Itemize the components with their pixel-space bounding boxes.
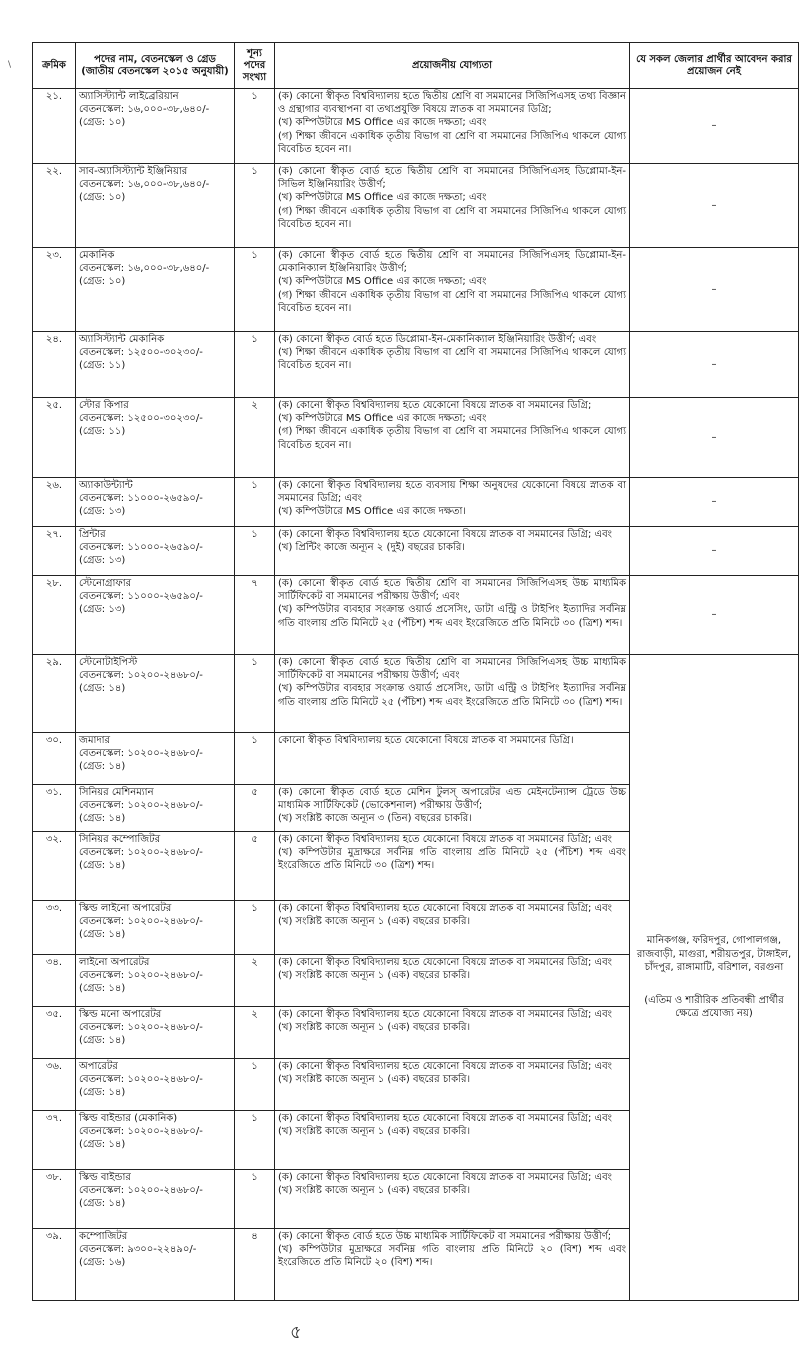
cell-qualification [275,733,630,785]
cell-vacancy: ১ [235,478,275,527]
post-scale: বেতনস্কেল: ১১০০০-২৬৫৯০/- [79,493,203,505]
cell-vacancy: ৪ [235,1229,275,1301]
post-scale: বেতনস্কেল: ৯৩০০-২২৪৯০/- [79,1244,197,1256]
cell-vacancy: ৫ [235,832,275,901]
margin-mark: \ [8,60,12,70]
qualification-item: (ক) কোনো স্বীকৃত বিশ্ববিদ্যালয় হতে যেকোনো বিষয়ে স্নাতক বা সমমানের ডিগ্রি; এবং [278,957,612,968]
qualification-item: (গ) শিক্ষা জীবনে একাধিক তৃতীয় বিভাগ বা শ্রেণি বা সমমানের সিজিপিএ থাকলে যোগ্য বিবেচিত হবেন না। [278,205,626,230]
qualification-item: (ক) কোনো স্বীকৃত বিশ্ববিদ্যালয় হতে যেকোনো বিষয়ে স্নাতক বা সমমানের ডিগ্রি; এবং [278,529,612,540]
post-scale: বেতনস্কেল: ১০২০০-২৪৬৮০/- [79,800,203,812]
cell-serial: ৩৬. [33,1059,76,1111]
qualification-item: (খ) কম্পিউটারে MS Office এর কাজে দক্ষতা। [278,506,467,518]
cell-district: – [630,398,799,478]
table-row [33,332,799,398]
qualification-item: (খ) কম্পিউটার ব্যবহার সংক্রান্ত ওয়ার্ড প্রসেসিং, ডাটা এন্ট্রি ও টাইপিং ইত্যাদির সর্বনিম্ন গতি বাংলায় প্রতি মিনিটে ২৫ (পঁচিশ) শব্দ এবং ইংরেজিতে প্রতি মিনিটে ৩০ (ত্রিশ) শব্দ। [278,604,626,629]
cell-serial: ৩৪. [33,955,76,1007]
cell-qualification [275,901,630,955]
post-post: স্টেনোটাইপিস্ট [79,657,138,668]
cell-serial: ৩২. [33,832,76,901]
post-grade: (গ্রেড: ১৪) [79,929,126,941]
table-header-row [33,43,799,89]
post-post: সিনিয়র মেশিনম্যান [79,787,154,798]
cell-serial: ৩৯. [33,1229,76,1301]
post-grade: (গ্রেড: ১৪) [79,1198,126,1210]
cell-vacancy: ২ [235,398,275,478]
qualification-item: (খ) সংশ্লিষ্ট কাজে অন্যূন ১ (এক) বছরের চাকরি। [278,1185,471,1197]
cell-post [76,955,235,1007]
table-row [33,527,799,576]
qualification-item: (ক) কোনো স্বীকৃত বিশ্ববিদ্যালয় হতে ব্যবসায় শিক্ষা অনুষদের যেকোনো বিষয়ে স্নাতক বা সমমানের ডিগ্রি; এবং [278,480,626,505]
post-post: অপারেটর [79,1061,118,1072]
cell-vacancy: ১ [235,1059,275,1111]
cell-serial: ৩০. [33,733,76,785]
qualification-item: (খ) কম্পিউটারে MS Office এর কাজে দক্ষতা; এবং [278,413,487,425]
cell-vacancy: ১ [235,901,275,955]
qualification-item: (খ) প্রিন্টিং কাজে অন্যূন ২ (দুই) বছরের চাকরি। [278,542,465,554]
qualification-item: (খ) শিক্ষা জীবনে একাধিক তৃতীয় বিভাগ বা শ্রেণি বা সমমানের সিজিপিএ থাকলে যোগ্য বিবেচিত হবেন না। [278,347,626,372]
cell-qualification [275,1229,630,1301]
post-post: স্টোর কিপার [79,400,129,411]
post-grade: (গ্রেড: ১১) [79,426,126,438]
cell-vacancy: ১ [235,1111,275,1170]
post-post: অ্যাসিস্ট্যান্ট লাইব্রেরিয়ান [79,91,179,102]
excluded-districts-list: মানিকগঞ্জ, ফরিদপুর, গোপালগঞ্জ, রাজবাড়ী, মাগুরা, শরীয়তপুর, টাঙ্গাইল, চাঁদপুর, রাঙ্গামাটি, বরিশাল, বরগুনা [636,935,792,973]
qualification-item: (ক) কোনো স্বীকৃত বোর্ড হতে দ্বিতীয় শ্রেণি বা সমমানের সিজিপিএসহ ডিপ্লোমা-ইন-সিভিল ইঞ্জিনিয়ারিং উত্তীর্ণ; [278,166,626,191]
cell-post [76,527,235,576]
cell-qualification [275,248,630,332]
qualification-item: (খ) কম্পিউটারে MS Office এর কাজে দক্ষতা; এবং [278,192,487,204]
table-body [33,89,799,1301]
cell-qualification [275,527,630,576]
post-scale: বেতনস্কেল: ১৬,০০০-৩৮,৬৪০/- [79,179,210,191]
cell-post [76,332,235,398]
cell-post [76,576,235,655]
cell-vacancy: ১ [235,655,275,733]
cell-post [76,1111,235,1170]
qualification-item: (ক) কোনো স্বীকৃত বিশ্ববিদ্যালয় হতে যেকোনো বিষয়ে স্নাতক বা সমমানের ডিগ্রি; এবং [278,1172,612,1183]
cell-vacancy: ৫ [235,785,275,832]
cell-qualification [275,478,630,527]
cell-excluded-districts [630,655,799,1301]
cell-vacancy: ১ [235,1170,275,1229]
cell-post [76,1059,235,1111]
post-scale: বেতনস্কেল: ১৬,০০০-৩৮,৬৪০/- [79,263,210,275]
cell-post [76,89,235,164]
post-grade: (গ্রেড: ১৪) [79,1087,126,1099]
cell-serial: ২৪. [33,332,76,398]
qualification-item: (খ) সংশ্লিষ্ট কাজে অন্যূন ৩ (তিন) বছরের চাকরি। [278,813,472,825]
qualification-item: (ক) কোনো স্বীকৃত বোর্ড হতে মেশিন টুলস্ অপারেটর এন্ড মেইনটেন্যান্স ট্রেডে উচ্চ মাধ্যমিক সার্টিফিকেট (ভোকেশনাল) পরীক্ষায় উত্তীর্ণ; [278,787,626,812]
cell-vacancy: ১ [235,248,275,332]
post-grade: (গ্রেড: ১১) [79,360,126,372]
post-post: স্টেনোগ্রাফার [79,578,132,589]
cell-qualification [275,398,630,478]
table-row [33,248,799,332]
cell-post [76,1007,235,1059]
post-post: স্কিল্ড বাইন্ডার (মেকানিক) [79,1113,178,1124]
cell-serial: ২১. [33,89,76,164]
cell-serial: ২৮. [33,576,76,655]
post-scale: বেতনস্কেল: ১০২০০-২৪৬৮০/- [79,670,203,682]
cell-serial: ৩৫. [33,1007,76,1059]
cell-vacancy: ৭ [235,576,275,655]
qualification-item: (ক) কোনো স্বীকৃত বোর্ড হতে দ্বিতীয় শ্রেণি বা সমমানের সিজিপিএসহ ডিপ্লোমা-ইন-মেকানিক্যাল ইঞ্জিনিয়ারিং উত্তীর্ণ; [278,250,626,275]
cell-qualification [275,1111,630,1170]
post-scale: বেতনস্কেল: ১৬,০০০-৩৮,৬৪০/- [79,104,210,116]
cell-serial: ৩৭. [33,1111,76,1170]
post-grade: (গ্রেড: ১৩) [79,604,126,616]
qualification-item: (ক) কোনো স্বীকৃত বিশ্ববিদ্যালয় হতে যেকোনো বিষয়ে স্নাতক বা সমমানের ডিগ্রি; [278,400,592,411]
qualification-item: (ক) কোনো স্বীকৃত বিশ্ববিদ্যালয় হতে যেকোনো বিষয়ে স্নাতক বা সমমানের ডিগ্রি; এবং [278,903,612,914]
excluded-districts-note: (এতিম ও শারীরিক প্রতিবন্ধী প্রার্থীর ক্ষেত্রে প্রযোজ্য নয়) [644,995,784,1020]
cell-qualification [275,955,630,1007]
post-grade: (গ্রেড: ১৩) [79,555,126,567]
post-scale: বেতনস্কেল: ১০২০০-২৪৬৮০/- [79,847,203,859]
post-scale: বেতনস্কেল: ১২৫০০-৩০২৩০/- [79,347,203,359]
table-row [33,655,799,733]
cell-post [76,733,235,785]
post-scale: বেতনস্কেল: ১০২০০-২৪৬৮০/- [79,1074,203,1086]
table-row [33,398,799,478]
qualification-item: (ক) কোনো স্বীকৃত বিশ্ববিদ্যালয় হতে যেকোনো বিষয়ে স্নাতক বা সমমানের ডিগ্রি; এবং [278,1061,612,1072]
qualification-item: (খ) কম্পিউটার মুদ্রাক্ষরে সর্বনিম্ন গতি বাংলায় প্রতি মিনিটে ২৫ (পঁচিশ) শব্দ এবং ইংরেজিতে প্রতি মিনিটে ৩০ (ত্রিশ) শব্দ। [278,847,626,872]
cell-qualification [275,1170,630,1229]
post-post: স্কিল্ড লাইনো অপারেটর [79,903,172,914]
cell-qualification [275,655,630,733]
post-grade: (গ্রেড: ১৩) [79,506,126,518]
qualification-item: (ক) কোনো স্বীকৃত বিশ্ববিদ্যালয় হতে যেকোনো বিষয়ে স্নাতক বা সমমানের ডিগ্রি; এবং [278,1009,612,1020]
post-post: সাব-অ্যাসিস্ট্যান্ট ইঞ্জিনিয়ার [79,166,188,177]
cell-serial: ২৯. [33,655,76,733]
cell-post [76,1229,235,1301]
post-scale: বেতনস্কেল: ১০২০০-২৪৬৮০/- [79,1185,203,1197]
post-grade: (গ্রেড: ১৪) [79,860,126,872]
cell-post [76,1170,235,1229]
post-post: প্রিন্টার [79,529,106,540]
cell-post [76,785,235,832]
cell-qualification [275,1059,630,1111]
cell-district: – [630,89,799,164]
header-post-subtitle: (জাতীয় বেতনস্কেল ২০১৫ অনুযায়ী) [81,65,229,77]
cell-vacancy: ১ [235,164,275,248]
qualification-item: (গ) শিক্ষা জীবনে একাধিক তৃতীয় বিভাগ বা শ্রেণি বা সমমানের সিজিপিএ থাকলে যোগ্য বিবেচিত হবেন না। [278,426,626,451]
cell-qualification [275,576,630,655]
cell-serial: ২৬. [33,478,76,527]
post-grade: (গ্রেড: ১৪) [79,761,126,773]
table-row [33,576,799,655]
cell-district: – [630,527,799,576]
cell-vacancy: ২ [235,955,275,1007]
header-post [76,43,235,89]
cell-qualification [275,1007,630,1059]
post-scale: বেতনস্কেল: ১০২০০-২৪৬৮০/- [79,970,203,982]
qualification-item: (খ) সংশ্লিষ্ট কাজে অন্যূন ১ (এক) বছরের চাকরি। [278,1022,471,1034]
cell-post [76,478,235,527]
post-post: অ্যাসিস্ট্যান্ট মেকানিক [79,334,165,345]
post-post: কম্পোজিটর [79,1231,128,1242]
post-grade: (গ্রেড: ১৬) [79,1257,126,1269]
header-serial: ক্রমিক [33,43,76,89]
cell-post [76,901,235,955]
cell-qualification [275,785,630,832]
cell-qualification [275,89,630,164]
cell-district: – [630,576,799,655]
header-qualification: প্রয়োজনীয় যোগ্যতা [275,43,630,89]
cell-qualification [275,832,630,901]
cell-qualification [275,164,630,248]
cell-qualification [275,332,630,398]
cell-vacancy: ১ [235,89,275,164]
cell-post [76,164,235,248]
post-grade: (গ্রেড: ১৪) [79,1139,126,1151]
cell-serial: ২৩. [33,248,76,332]
post-scale: বেতনস্কেল: ১২৫০০-৩০২৩০/- [79,413,203,425]
cell-post [76,655,235,733]
qualification-item: (খ) সংশ্লিষ্ট কাজে অন্যূন ১ (এক) বছরের চাকরি। [278,970,471,982]
post-scale: বেতনস্কেল: ১০২০০-২৪৬৮০/- [79,748,203,760]
header-district: যে সকল জেলার প্রার্থীর আবেদন করার প্রয়োজন নেই [630,43,799,89]
qualification-item: (খ) কম্পিউটার ব্যবহার সংক্রান্ত ওয়ার্ড প্রসেসিং, ডাটা এন্ট্রি ও টাইপিং ইত্যাদির সর্বনিম্ন গতি বাংলায় প্রতি মিনিটে ২৫ (পঁচিশ) শব্দ এবং ইংরেজিতে প্রতি মিনিটে ৩০ (ত্রিশ) শব্দ। [278,683,626,708]
qualification-item: (খ) কম্পিউটারে MS Office এর কাজে দক্ষতা; এবং [278,117,487,129]
qualification-item: (ক) কোনো স্বীকৃত বোর্ড হতে ডিপ্লোমা-ইন-মেকানিক্যাল ইঞ্জিনিয়ারিং উত্তীর্ণ; এবং [278,334,597,345]
post-grade: (গ্রেড: ১৪) [79,683,126,695]
cell-vacancy: ২ [235,1007,275,1059]
vacancy-table [32,42,799,1301]
qualification-item: (ক) কোনো স্বীকৃত বিশ্ববিদ্যালয় হতে দ্বিতীয় শ্রেণি বা সমমানের সিজিপিএসহ তথ্য বিজ্ঞান ও গ্রন্থাগার ব্যবস্থাপনা বা তথ্যপ্রযুক্তি বিষয়ে স্নাতক বা সমমানের ডিগ্রি; [278,91,626,116]
qualification-item: (ক) কোনো স্বীকৃত বিশ্ববিদ্যালয় হতে যেকোনো বিষয়ে স্নাতক বা সমমানের ডিগ্রি; এবং [278,1113,612,1124]
qualification-item: (খ) সংশ্লিষ্ট কাজে অন্যূন ১ (এক) বছরের চাকরি। [278,1126,471,1138]
post-post: স্কিল্ড মনো অপারেটর [79,1009,162,1020]
post-post: মেকানিক [79,250,115,261]
post-scale: বেতনস্কেল: ১০২০০-২৪৬৮০/- [79,1022,203,1034]
qualification-item: কোনো স্বীকৃত বিশ্ববিদ্যালয় হতে যেকোনো বিষয়ে স্নাতক বা সমমানের ডিগ্রি। [278,735,574,746]
table-row [33,164,799,248]
cell-serial: ৩৩. [33,901,76,955]
cell-district: – [630,164,799,248]
header-post-title: পদের নাম, বেতনস্কেল ও গ্রেড [94,53,216,65]
cell-post [76,832,235,901]
post-scale: বেতনস্কেল: ১০২০০-২৪৬৮০/- [79,916,203,928]
qualification-item: (খ) কম্পিউটারে MS Office এর কাজে দক্ষতা; এবং [278,276,487,288]
post-post: সিনিয়র কম্পোজিটর [79,834,161,845]
cell-serial: ৩৮. [33,1170,76,1229]
table-row [33,89,799,164]
post-scale: বেতনস্কেল: ১০২০০-২৪৬৮০/- [79,1126,203,1138]
qualification-item: (খ) সংশ্লিষ্ট কাজে অন্যূন ১ (এক) বছরের চাকরি। [278,1074,471,1086]
cell-vacancy: ১ [235,332,275,398]
post-scale: বেতনস্কেল: ১১০০০-২৬৫৯০/- [79,591,203,603]
qualification-item: (গ) শিক্ষা জীবনে একাধিক তৃতীয় বিভাগ বা শ্রেণি বা সমমানের সিজিপিএ থাকলে যোগ্য বিবেচিত হবেন না। [278,130,626,155]
post-grade: (গ্রেড: ১৪) [79,1035,126,1047]
post-post: জমাদার [79,735,111,746]
qualification-item: (ক) কোনো স্বীকৃত বিশ্ববিদ্যালয় হতে যেকোনো বিষয়ে স্নাতক বা সমমানের ডিগ্রি; এবং [278,834,612,845]
post-grade: (গ্রেড: ১৪) [79,983,126,995]
post-grade: (গ্রেড: ১৪) [79,813,126,825]
post-post: স্কিল্ড বাইন্ডার [79,1172,131,1183]
post-grade: (গ্রেড: ১০) [79,117,126,129]
cell-post [76,248,235,332]
table-row [33,478,799,527]
vacancy-table-container [32,42,798,1301]
cell-district: – [630,332,799,398]
cell-serial: ২৫. [33,398,76,478]
qualification-item: (খ) কম্পিউটার মুদ্রাক্ষরে সর্বনিম্ন গতি বাংলায় প্রতি মিনিটে ২০ (বিশ) শব্দ এবং ইংরেজিতে প্রতি মিনিটে ২০ (বিশ) শব্দ। [278,1244,626,1269]
post-post: অ্যাকাউন্ট্যান্ট [79,480,133,491]
cell-post [76,398,235,478]
qualification-item: (ক) কোনো স্বীকৃত বোর্ড হতে দ্বিতীয় শ্রেণি বা সমমানের সিজিপিএসহ উচ্চ মাধ্যমিক সার্টিফিকেট বা সমমানের পরীক্ষায় উত্তীর্ণ; এবং [278,578,626,603]
page-signature-mark: ৫ [290,1322,302,1343]
cell-district: – [630,478,799,527]
post-post: লাইনো অপারেটর [79,957,150,968]
cell-vacancy: ১ [235,733,275,785]
qualification-item: (খ) সংশ্লিষ্ট কাজে অন্যূন ১ (এক) বছরের চাকরি। [278,916,471,928]
qualification-item: (ক) কোনো স্বীকৃত বোর্ড হতে উচ্চ মাধ্যমিক সার্টিফিকেট বা সমমানের পরীক্ষায় উত্তীর্ণ; [278,1231,612,1242]
cell-serial: ২৭. [33,527,76,576]
qualification-item: (গ) শিক্ষা জীবনে একাধিক তৃতীয় বিভাগ বা শ্রেণি বা সমমানের সিজিপিএ থাকলে যোগ্য বিবেচিত হবেন না। [278,289,626,314]
qualification-item: (ক) কোনো স্বীকৃত বোর্ড হতে দ্বিতীয় শ্রেণি বা সমমানের সিজিপিএসহ উচ্চ মাধ্যমিক সার্টিফিকেট বা সমমানের পরীক্ষায় উত্তীর্ণ; এবং [278,657,626,682]
cell-serial: ৩১. [33,785,76,832]
post-scale: বেতনস্কেল: ১১০০০-২৬৫৯০/- [79,542,203,554]
cell-serial: ২২. [33,164,76,248]
post-grade: (গ্রেড: ১০) [79,192,126,204]
header-vacancy: শূন্য পদের সংখ্যা [235,43,275,89]
cell-district: – [630,248,799,332]
post-grade: (গ্রেড: ১০) [79,276,126,288]
cell-vacancy: ১ [235,527,275,576]
